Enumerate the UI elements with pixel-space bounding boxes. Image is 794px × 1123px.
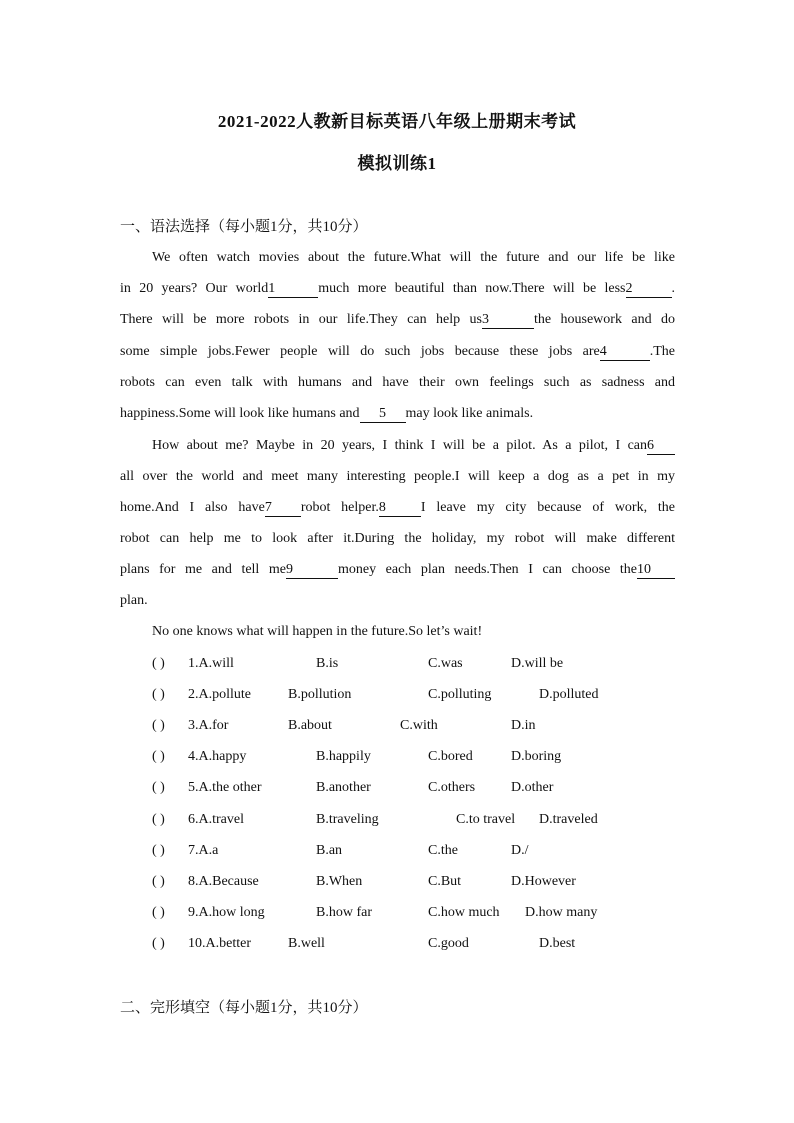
- option-b: B.When: [316, 874, 363, 889]
- option-b: B.an: [316, 843, 343, 858]
- option-d: D.other: [511, 780, 554, 795]
- option-a: 4.A.happy: [188, 749, 247, 764]
- question-row-1: [152, 654, 672, 674]
- option-a: 9.A.how long: [188, 905, 265, 920]
- passage-line: No one knows what will happen in the future.So let’s wait!: [152, 624, 483, 639]
- option-b: B.is: [316, 656, 339, 671]
- option-b: B.happily: [316, 749, 371, 764]
- option-a: 7.A.a: [188, 843, 219, 858]
- question-row-9: [152, 903, 672, 923]
- option-d: D.However: [511, 874, 576, 889]
- option-c: C.to travel: [456, 812, 516, 827]
- answer-paren[interactable]: ( ): [152, 656, 165, 671]
- passage-line: plan.: [120, 593, 148, 608]
- option-a: 6.A.travel: [188, 812, 244, 827]
- blank-5[interactable]: 5: [360, 406, 406, 423]
- passage-line: all over the world and meet many interesting people.I will keep a dog as a pet in my: [120, 469, 675, 484]
- option-c: C.bored: [428, 749, 473, 764]
- option-a: 2.A.pollute: [188, 687, 251, 702]
- option-a: 1.A.will: [188, 656, 234, 671]
- question-row-7: [152, 841, 672, 861]
- option-a: 3.A.for: [188, 718, 229, 733]
- passage-line: We often watch movies about the future.What will the future and our life be like: [152, 250, 675, 265]
- answer-paren[interactable]: ( ): [152, 687, 165, 702]
- option-c: C.the: [428, 843, 458, 858]
- passage-line: There will be more robots in our life.They can help us3 the housework and do: [120, 312, 675, 327]
- option-d: D.will be: [511, 656, 564, 671]
- option-b: B.about: [288, 718, 332, 733]
- option-d: D.polluted: [539, 687, 599, 702]
- option-d: D.best: [539, 936, 576, 951]
- option-b: B.pollution: [288, 687, 352, 702]
- answer-paren[interactable]: ( ): [152, 780, 165, 795]
- option-b: B.another: [316, 780, 371, 795]
- option-c: C.how much: [428, 905, 500, 920]
- option-a: 8.A.Because: [188, 874, 259, 889]
- passage-line: plans for me and tell me9 money each plan needs.Then I can choose the10: [120, 560, 675, 580]
- question-row-2: [152, 685, 672, 705]
- option-b: B.how far: [316, 905, 372, 920]
- document-subtitle: 模拟训练1: [357, 154, 437, 173]
- question-row-10: [152, 934, 672, 954]
- option-c: C.with: [400, 718, 438, 733]
- passage-line: happiness.Some will look like humans and 5 may look like animals.: [120, 406, 534, 421]
- answer-paren[interactable]: ( ): [152, 936, 165, 951]
- passage-line: in 20 years? Our world1 much more beautiful than now.There will be less2 .: [120, 281, 675, 296]
- option-c: C.polluting: [428, 687, 492, 702]
- option-b: B.traveling: [316, 812, 379, 827]
- answer-paren[interactable]: ( ): [152, 812, 165, 827]
- option-c: C.But: [428, 874, 462, 889]
- blank-6[interactable]: 6: [647, 438, 675, 455]
- question-row-3: [152, 716, 672, 736]
- option-d: D.how many: [525, 905, 598, 920]
- passage-line: How about me? Maybe in 20 years, I think I will be a pilot. As a pilot, I can6: [152, 436, 675, 456]
- option-b: B.well: [288, 936, 325, 951]
- option-d: D.in: [511, 718, 536, 733]
- answer-paren[interactable]: ( ): [152, 749, 165, 764]
- option-a: 5.A.the other: [188, 780, 262, 795]
- option-a: 10.A.better: [188, 936, 251, 951]
- blank-9[interactable]: 9: [286, 562, 338, 579]
- option-d: D.traveled: [539, 812, 598, 827]
- passage-line: robot can help me to look after it.During the holiday, my robot will make different: [120, 531, 675, 546]
- section-2-heading: 二、完形填空（每小题1分，共10分）: [120, 1000, 368, 1016]
- blank-7[interactable]: 7: [265, 500, 301, 517]
- option-c: C.others: [428, 780, 476, 795]
- option-d: D.boring: [511, 749, 562, 764]
- option-c: C.was: [428, 656, 463, 671]
- option-c: C.good: [428, 936, 469, 951]
- passage-line: home.And I also have7 robot helper.8 I leave my city because of work, the: [120, 500, 676, 515]
- blank-10[interactable]: 10: [637, 562, 675, 579]
- question-row-6: [152, 810, 672, 830]
- answer-paren[interactable]: ( ): [152, 874, 165, 889]
- question-row-4: [152, 747, 672, 767]
- blank-2[interactable]: 2: [626, 281, 672, 298]
- blank-8[interactable]: 8: [379, 500, 421, 517]
- blank-4[interactable]: 4: [600, 344, 650, 361]
- passage-line: some simple jobs.Fewer people will do such jobs because these jobs are4 .The: [120, 344, 675, 359]
- question-row-5: [152, 778, 672, 798]
- option-d: D./: [511, 843, 529, 858]
- passage-line: robots can even talk with humans and have their own feelings such as sadness and: [120, 375, 675, 390]
- document-title: 2021-2022人教新目标英语八年级上册期末考试: [217, 112, 577, 131]
- blank-3[interactable]: 3: [482, 312, 534, 329]
- question-row-8: [152, 872, 672, 892]
- answer-paren[interactable]: ( ): [152, 843, 165, 858]
- section-1-heading: 一、语法选择（每小题1分，共10分）: [120, 219, 368, 235]
- blank-1[interactable]: 1: [268, 281, 318, 298]
- answer-paren[interactable]: ( ): [152, 718, 165, 733]
- answer-paren[interactable]: ( ): [152, 905, 165, 920]
